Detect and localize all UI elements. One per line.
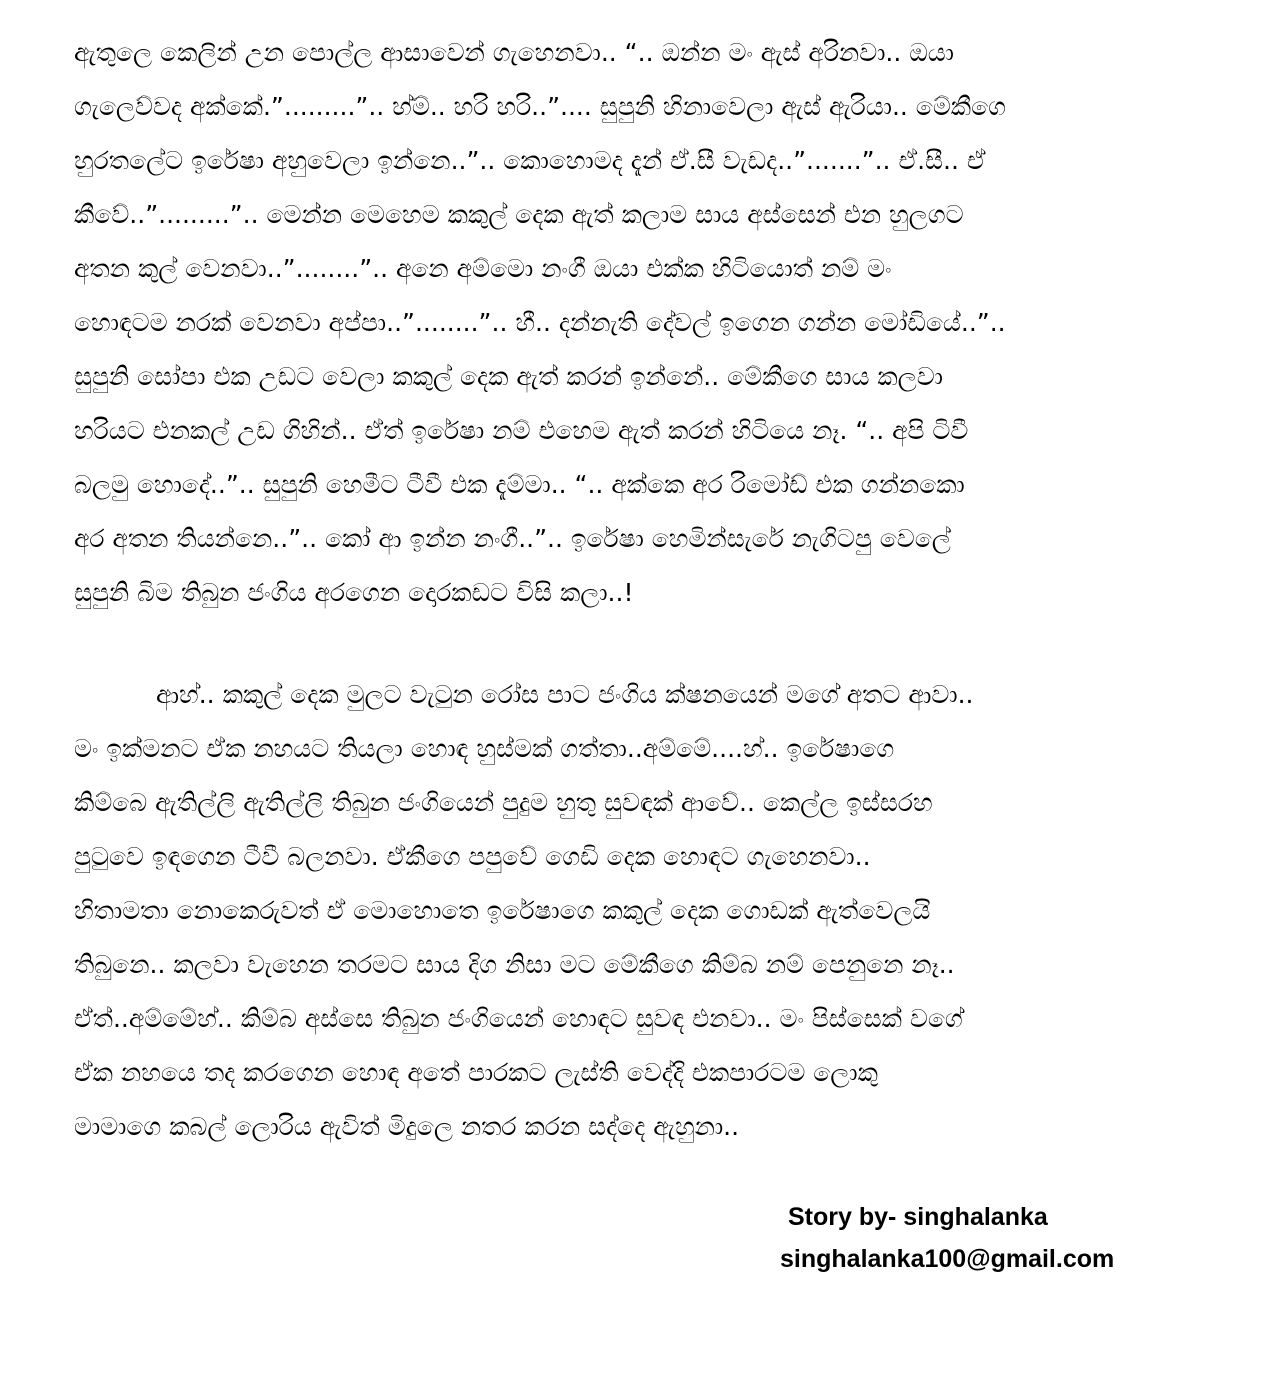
text-line: හොඳටම නරක් වෙනවා අප්පා..”........”.. හී.. දන්නැති දේවල් ඉගෙන ගන්න මෝඩියේ..”..: [74, 308, 1006, 337]
text-line: කීවේ..”.........”.. මෙන්න මෙහෙම කකුල් දෙක ඇත් කලාම සාය අස්සෙන් එන හුලගට: [74, 200, 964, 229]
author-email: singhalanka100@gmail.com: [780, 1245, 1115, 1273]
text-line: තිබුනෙ.. කලවා වැහෙන තරමට සාය දිග නිසා මට මේකීගෙ කිම්බ නම් පෙනුනෙ නෑ..: [74, 950, 955, 979]
text-line: බලමු හොදේ..”.. සුපුනි හෙමීට ටීවී එක දැම්මා.. “.. අක්කෙ අර රිමෝඩ් එක ගන්නකො: [74, 470, 965, 499]
text-line: ගැලෙව්වද අක්කේ.”.........”.. හ්ම්.. හරි හරි..”.... සුපුනි හිනාවෙලා ඇස් ඇරියා.. මේකීගෙ: [74, 92, 1007, 121]
text-line: මං ඉක්මනට ඒක නහයට තියලා හොඳ හුස්මක් ගත්තා..අම්මේ....හ්.. ඉරේෂාගෙ: [74, 734, 895, 763]
text-line: කිම්බෙ ඇතිල්ලි ඇතිල්ලි තිබුන ජංගියෙන් පුදුම හුතු සුවඳක් ආවේ.. කෙල්ල ඉස්සරහ: [74, 788, 933, 817]
text-line: සුපුනි සෝපා එක උඩට වෙලා කකුල් දෙක ඇත් කරන් ඉන්නේ.. මේකීගෙ සාය කලවා: [74, 362, 943, 391]
story-author-credit: Story by- singhalanka: [788, 1203, 1048, 1231]
text-line: ඇතුලෙ කෙලින් උන පොල්ල ආසාවෙන් ගැහෙනවා.. “.. ඔන්න මං ඇස් අරිනවා.. ඔයා: [74, 38, 954, 67]
text-line: අතන කුල් වෙනවා..”........”.. අනෙ අම්මො නංගී ඔයා එක්ක හිටියොත් නම් මං: [74, 254, 892, 283]
text-line: සුපුනි බිම තිබුන ජංගිය අරගෙන දොරකඩට විසි කලා..!: [74, 578, 634, 607]
text-line: හරියට එනකල් උඩ ගිහින්.. ඒත් ඉරේෂා නම් එහෙම ඇත් කරන් හිටියෙ නෑ. “.. අපි ටිවී: [74, 416, 969, 445]
text-line: පුටුවෙ ඉඳගෙන ටීවී බලනවා. ඒකීගෙ පපුවේ ගෙඩි දෙක හොඳට ගැහෙනවා..: [74, 842, 871, 871]
text-line: හුරතලේට ඉරේෂා අහුවෙලා ඉන්නෙ..”.. කොහොමද දැන් ඒ.සී වැඩද..”.......”.. ඒ.සී.. ඒ: [74, 146, 986, 175]
text-line: ඒත්..අම්මේහ්.. කිම්බ අස්සෙ තිබුන ජංගියෙන් හොඳට සුවඳ එනවා.. මං පිස්සෙක් වගේ: [74, 1004, 963, 1033]
text-line: මාමාගෙ කබල් ලොරිය ඇවිත් මිදුලෙ නතර කරන සද්දෙ ඇහුනා..: [74, 1112, 740, 1141]
text-line: හිතාමතා නොකෙරුවත් ඒ මොහොතෙ ඉරේෂාගෙ කකුල් දෙක ගොඩක් ඇත්වෙලයි: [74, 896, 931, 925]
text-line: ආහ්.. කකුල් දෙක මුලට වැටුන රෝස පාට ජංගිය ක්ෂනයෙන් මගේ අතට ආවා..: [156, 680, 974, 709]
paragraph-2: [74, 668, 1214, 1154]
text-line: ඒක නහයෙ තද කරගෙන හොඳ අතේ පාරකට ලැස්ති වෙද්දි එකපාරටම ලොකු: [74, 1058, 878, 1087]
text-line: අර අතන තියන්නෙ..”.. කෝ ආ ඉන්න නංගී..”.. ඉරේෂා හෙමින්සැරේ නැගිටපු වෙලේ: [74, 524, 951, 553]
paragraph-1: [74, 26, 1214, 620]
